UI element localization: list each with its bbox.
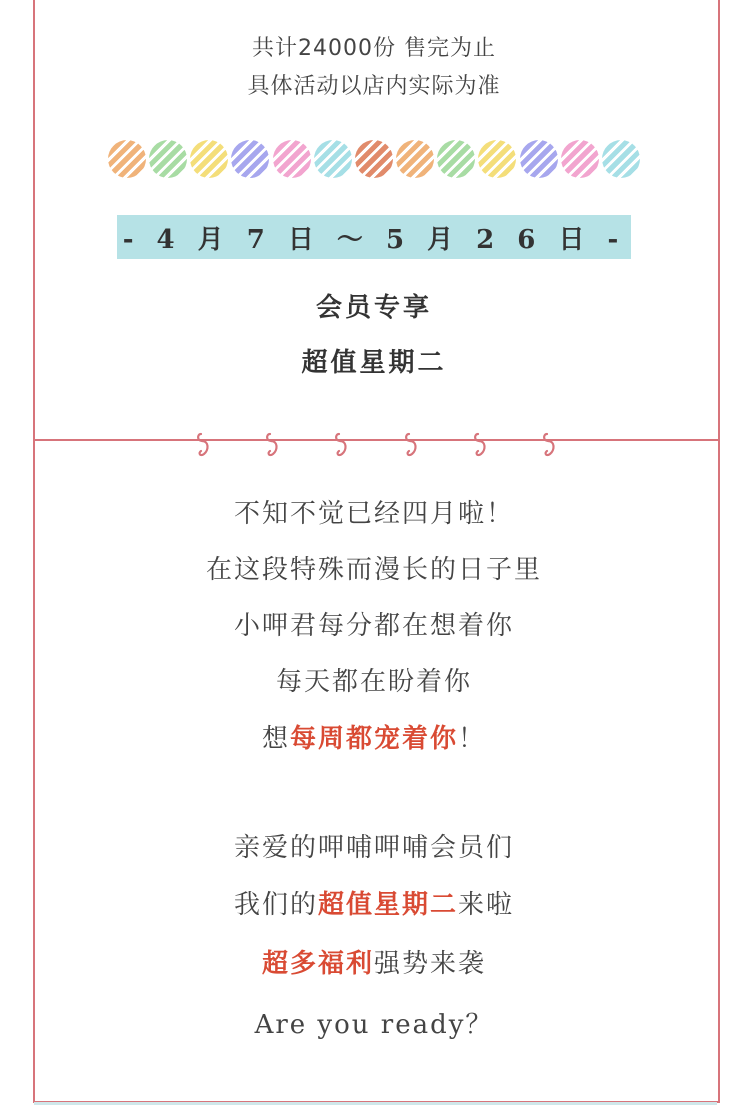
quantity-notice: 共计24000份 售完为止 xyxy=(252,36,496,61)
striped-dot-icon xyxy=(108,140,146,178)
body-line-7 xyxy=(0,884,748,921)
striped-dot-icon xyxy=(520,140,558,178)
body-line-5-highlight: 每周都宠着你 xyxy=(289,724,458,754)
striped-dot-icon xyxy=(355,140,393,178)
body-line-5 xyxy=(0,718,748,755)
body-line-5-prefix: 想 xyxy=(261,724,290,754)
binder-ring-icon xyxy=(334,432,350,460)
body-line-6: 亲爱的呷哺呷哺会员们 xyxy=(233,833,514,863)
body-line-5-suffix: ！ xyxy=(458,724,487,754)
striped-dot-icon xyxy=(273,140,311,178)
striped-dot-icon xyxy=(602,140,640,178)
activity-disclaimer: 具体活动以店内实际为准 xyxy=(247,74,501,99)
body-line-8-highlight: 超多福利 xyxy=(261,949,374,979)
are-you-ready-line: Are you ready？ xyxy=(254,1010,494,1040)
striped-dot-icon xyxy=(231,140,269,178)
striped-dot-icon xyxy=(396,140,434,178)
date-range-badge: - 4 月 7 日 ～ 5 月 2 6 日 - xyxy=(117,215,632,259)
binder-ring-icon xyxy=(542,432,558,460)
body-line-1: 不知不觉已经四月啦！ xyxy=(233,499,514,529)
binder-rings xyxy=(196,432,558,464)
striped-dot-icon xyxy=(561,140,599,178)
binder-ring-icon xyxy=(473,432,489,460)
body-line-7-prefix: 我们的 xyxy=(233,890,318,920)
striped-dot-icon xyxy=(190,140,228,178)
body-line-4: 每天都在盼着你 xyxy=(275,667,472,697)
striped-dot-icon xyxy=(478,140,516,178)
date-range-wrap xyxy=(0,215,748,259)
striped-dot-row xyxy=(108,140,640,182)
body-line-7-suffix: 来啦 xyxy=(458,890,515,920)
striped-dot-icon xyxy=(314,140,352,178)
super-tuesday-title: 超值星期二 xyxy=(301,348,447,378)
binder-ring-icon xyxy=(265,432,281,460)
binder-ring-icon xyxy=(404,432,420,460)
body-line-7-highlight: 超值星期二 xyxy=(317,890,458,920)
striped-dot-icon xyxy=(149,140,187,178)
body-line-8-suffix: 强势来袭 xyxy=(374,949,487,979)
striped-dot-icon xyxy=(437,140,475,178)
body-line-8 xyxy=(0,943,748,980)
body-line-3: 小呷君每分都在想着你 xyxy=(233,611,514,641)
member-exclusive-title: 会员专享 xyxy=(315,293,432,323)
body-line-2: 在这段特殊而漫长的日子里 xyxy=(205,555,542,585)
binder-ring-icon xyxy=(196,432,212,460)
